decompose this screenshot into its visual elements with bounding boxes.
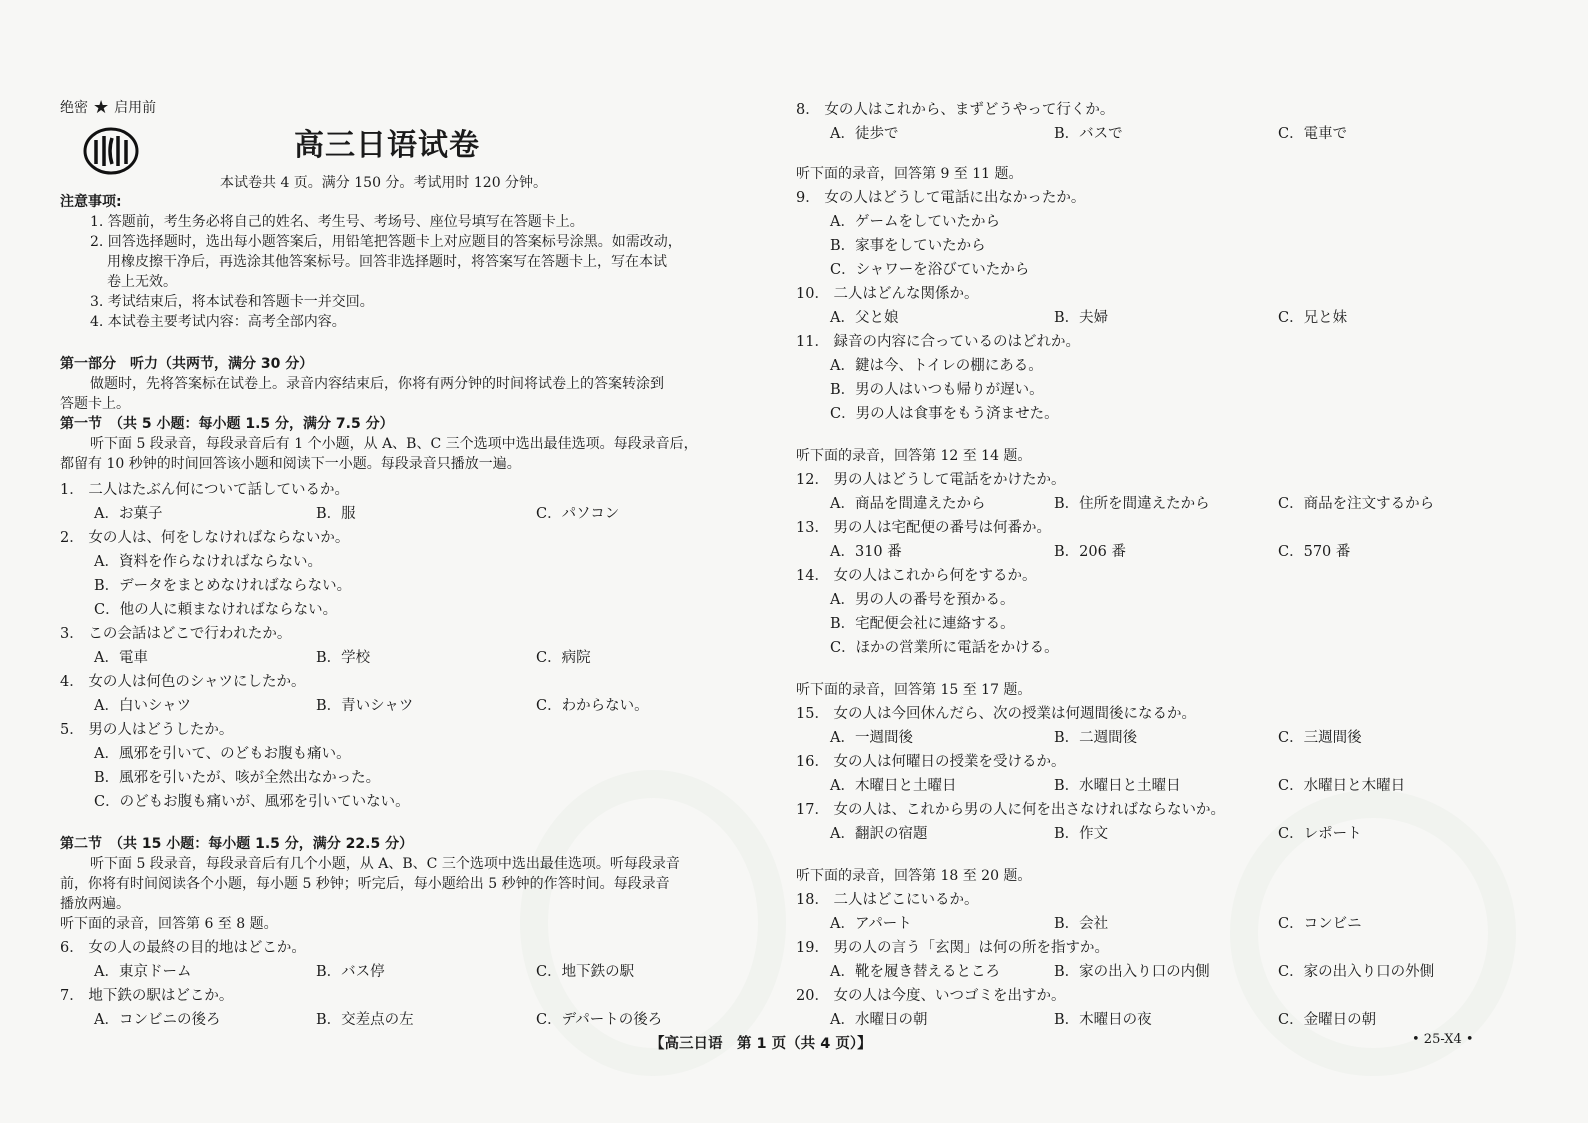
option-b[interactable]: B．水曜日と土曜日 bbox=[1054, 778, 1181, 794]
option-c[interactable]: C．電車で bbox=[1278, 126, 1348, 142]
question-2: 2． 女の人は、何をしなければならないか。 bbox=[60, 530, 350, 546]
option-b[interactable]: B．住所を間違えたから bbox=[1054, 496, 1210, 512]
option-a[interactable]: A．風邪を引いて、のどもお腹も痛い。 bbox=[94, 746, 351, 762]
option-c[interactable]: C．病院 bbox=[536, 650, 591, 666]
notes-heading: 注意事项: bbox=[60, 194, 122, 210]
option-b[interactable]: B．バスで bbox=[1054, 126, 1123, 142]
question-13: 13． 男の人は宅配便の番号は何番か。 bbox=[796, 520, 1052, 536]
exam-subtitle: 本试卷共 4 页。满分 150 分。考试用时 120 分钟。 bbox=[220, 175, 548, 191]
option-a[interactable]: A．商品を間違えたから bbox=[830, 496, 986, 512]
question-14: 14． 女の人はこれから何をするか。 bbox=[796, 568, 1037, 584]
option-a[interactable]: A．東京ドーム bbox=[94, 964, 192, 980]
question-6: 6． 女の人の最終の目的地はどこか。 bbox=[60, 940, 306, 956]
option-c[interactable]: C．のどもお腹も痛いが、風邪を引いていない。 bbox=[94, 794, 410, 810]
part1-intro: 答题卡上。 bbox=[60, 396, 130, 412]
option-a[interactable]: A．電車 bbox=[94, 650, 148, 666]
option-c[interactable]: C．金曜日の朝 bbox=[1278, 1012, 1377, 1028]
page-footer: 【高三日语 第 1 页（共 4 页）】 bbox=[650, 1036, 872, 1052]
group-instruction: 听下面的录音，回答第 6 至 8 题。 bbox=[60, 916, 278, 932]
classified-mark bbox=[60, 98, 156, 118]
option-a[interactable]: A．水曜日の朝 bbox=[830, 1012, 928, 1028]
note-item: 3. 考试结束后，将本试卷和答题卡一并交回。 bbox=[90, 294, 374, 310]
section1-heading: 第一节 （共 5 小题：每小题 1.5 分，满分 7.5 分） bbox=[60, 416, 394, 432]
option-c[interactable]: C．コンビニ bbox=[1278, 916, 1362, 932]
section2-heading: 第二节 （共 15 小题：每小题 1.5 分，满分 22.5 分） bbox=[60, 836, 414, 852]
question-5: 5． 男の人はどうしたか。 bbox=[60, 722, 234, 738]
option-b[interactable]: B．学校 bbox=[316, 650, 371, 666]
option-c[interactable]: C．家の出入り口の外側 bbox=[1278, 964, 1435, 980]
option-c[interactable]: C．デパートの後ろ bbox=[536, 1012, 663, 1028]
option-a[interactable]: A．翻訳の宿題 bbox=[830, 826, 928, 842]
question-8: 8． 女の人はこれから、まずどうやって行くか。 bbox=[796, 102, 1115, 118]
option-c[interactable]: C．水曜日と木曜日 bbox=[1278, 778, 1406, 794]
note-item: 2. 回答选择题时，选出每小题答案后，用铅笔把答题卡上对应题目的答案标号涂黑。如需改动， bbox=[90, 234, 682, 250]
option-a[interactable]: A．木曜日と土曜日 bbox=[830, 778, 957, 794]
option-b[interactable]: B．データをまとめなければならない。 bbox=[94, 578, 352, 594]
option-b[interactable]: B．206 番 bbox=[1054, 544, 1126, 560]
group-instruction: 听下面的录音，回答第 18 至 20 题。 bbox=[796, 868, 1032, 884]
section1-intro: 都留有 10 秒钟的时间回答该小题和阅读下一小题。每段录音只播放一遍。 bbox=[60, 456, 521, 472]
group-instruction: 听下面的录音，回答第 9 至 11 题。 bbox=[796, 166, 1023, 182]
classified-label: 绝密 bbox=[60, 100, 88, 116]
question-3: 3． この会話はどこで行われたか。 bbox=[60, 626, 292, 642]
question-7: 7． 地下鉄の駅はどこか。 bbox=[60, 988, 234, 1004]
watermark bbox=[520, 770, 786, 1076]
option-b[interactable]: B．宅配便会社に連絡する。 bbox=[830, 616, 1015, 632]
option-c[interactable]: C．商品を注文するから bbox=[1278, 496, 1435, 512]
option-b[interactable]: B．会社 bbox=[1054, 916, 1109, 932]
note-item: 卷上无效。 bbox=[107, 274, 177, 290]
section2-intro: 前，你将有时间阅读各个小题，每小题 5 秒钟；听完后，每小题给出 5 秒钟的作答时间。每段录音 bbox=[60, 876, 670, 892]
question-20: 20． 女の人は今度、いつゴミを出すか。 bbox=[796, 988, 1066, 1004]
question-11: 11． 録音の内容に合っているのはどれか。 bbox=[796, 334, 1081, 350]
option-a[interactable]: A．資料を作らなければならない。 bbox=[94, 554, 322, 570]
option-b[interactable]: B．交差点の左 bbox=[316, 1012, 414, 1028]
option-b[interactable]: B．服 bbox=[316, 506, 356, 522]
section2-intro: 播放两遍。 bbox=[60, 896, 130, 912]
option-b[interactable]: B．バス停 bbox=[316, 964, 385, 980]
option-c[interactable]: C．パソコン bbox=[536, 506, 620, 522]
option-a[interactable]: A．一週間後 bbox=[830, 730, 913, 746]
option-a[interactable]: A．コンビニの後ろ bbox=[94, 1012, 221, 1028]
question-19: 19． 男の人の言う「玄関」は何の所を指すか。 bbox=[796, 940, 1110, 956]
option-b[interactable]: B．二週間後 bbox=[1054, 730, 1138, 746]
option-c[interactable]: C．レポート bbox=[1278, 826, 1362, 842]
option-b[interactable]: B．風邪を引いたが、咳が全然出なかった。 bbox=[94, 770, 381, 786]
group-instruction: 听下面的录音，回答第 15 至 17 题。 bbox=[796, 682, 1032, 698]
question-1: 1． 二人はたぶん何について話しているか。 bbox=[60, 482, 350, 498]
question-15: 15． 女の人は今回休んだら、次の授業は何週間後になるか。 bbox=[796, 706, 1197, 722]
option-a[interactable]: A．310 番 bbox=[830, 544, 902, 560]
option-a[interactable]: A．男の人の番号を預かる。 bbox=[830, 592, 1015, 608]
part1-intro: 做题时，先将答案标在试卷上。录音内容结束后，你将有两分钟的时间将试卷上的答案转涂到 bbox=[90, 376, 664, 392]
question-9: 9． 女の人はどうして電話に出なかったか。 bbox=[796, 190, 1086, 206]
classified-suffix: 启用前 bbox=[114, 100, 157, 116]
exam-logo-icon bbox=[82, 126, 140, 176]
option-a[interactable]: A．鍵は今、トイレの棚にある。 bbox=[830, 358, 1043, 374]
question-17: 17． 女の人は、これから男の人に何を出さなければならないか。 bbox=[796, 802, 1226, 818]
section2-intro: 听下面 5 段录音，每段录音后有几个小题，从 A、B、C 三个选项中选出最佳选项。听每段录音 bbox=[90, 856, 680, 872]
option-c[interactable]: C．ほかの営業所に電話をかける。 bbox=[830, 640, 1059, 656]
question-10: 10． 二人はどんな関係か。 bbox=[796, 286, 979, 302]
question-16: 16． 女の人は何曜日の授業を受けるか。 bbox=[796, 754, 1066, 770]
option-b[interactable]: B．夫婦 bbox=[1054, 310, 1109, 326]
group-instruction: 听下面的录音，回答第 12 至 14 题。 bbox=[796, 448, 1032, 464]
option-a[interactable]: A．徒歩で bbox=[830, 126, 899, 142]
note-item: 用橡皮擦干净后，再选涂其他答案标号。回答非选择题时，将答案写在答题卡上，写在本试 bbox=[107, 254, 667, 270]
page-title: 高三日语试卷 bbox=[294, 128, 480, 163]
option-c[interactable]: C．他の人に頼まなければならない。 bbox=[94, 602, 338, 618]
section1-intro: 听下面 5 段录音，每段录音后有 1 个小题，从 A、B、C 三个选项中选出最佳选项。每段录音后， bbox=[90, 436, 698, 452]
option-a[interactable]: A．ゲームをしていたから bbox=[830, 214, 1000, 230]
option-b[interactable]: B．家の出入り口の内側 bbox=[1054, 964, 1210, 980]
option-a[interactable]: A．白いシャツ bbox=[94, 698, 192, 714]
option-a[interactable]: A．お菓子 bbox=[94, 506, 163, 522]
option-c[interactable]: C．三週間後 bbox=[1278, 730, 1362, 746]
option-b[interactable]: B．家事をしていたから bbox=[830, 238, 986, 254]
option-c[interactable]: C．兄と妹 bbox=[1278, 310, 1348, 326]
option-b[interactable]: B．木曜日の夜 bbox=[1054, 1012, 1152, 1028]
question-4: 4． 女の人は何色のシャツにしたか。 bbox=[60, 674, 306, 690]
note-item: 4. 本试卷主要考试内容：高考全部内容。 bbox=[90, 314, 346, 330]
option-c[interactable]: C．シャワーを浴びていたから bbox=[830, 262, 1030, 278]
paper-code: • 25-X4 • bbox=[1412, 1032, 1474, 1047]
option-b[interactable]: B．青いシャツ bbox=[316, 698, 414, 714]
option-a[interactable]: A．父と娘 bbox=[830, 310, 899, 326]
note-item: 1. 答题前，考生务必将自己的姓名、考生号、考场号、座位号填写在答题卡上。 bbox=[90, 214, 584, 230]
part1-heading: 第一部分 听力（共两节，满分 30 分） bbox=[60, 356, 314, 372]
option-a[interactable]: A．アパート bbox=[830, 916, 912, 932]
question-18: 18． 二人はどこにいるか。 bbox=[796, 892, 979, 908]
option-c[interactable]: C．地下鉄の駅 bbox=[536, 964, 635, 980]
question-12: 12． 男の人はどうして電話をかけたか。 bbox=[796, 472, 1066, 488]
star-icon: ★ bbox=[93, 97, 110, 118]
option-a[interactable]: A．靴を履き替えるところ bbox=[830, 964, 1000, 980]
option-c[interactable]: C．男の人は食事をもう済ませた。 bbox=[830, 406, 1059, 422]
option-b[interactable]: B．男の人はいつも帰りが遅い。 bbox=[830, 382, 1044, 398]
option-b[interactable]: B．作文 bbox=[1054, 826, 1109, 842]
option-c[interactable]: C．わからない。 bbox=[536, 698, 649, 714]
option-c[interactable]: C．570 番 bbox=[1278, 544, 1351, 560]
